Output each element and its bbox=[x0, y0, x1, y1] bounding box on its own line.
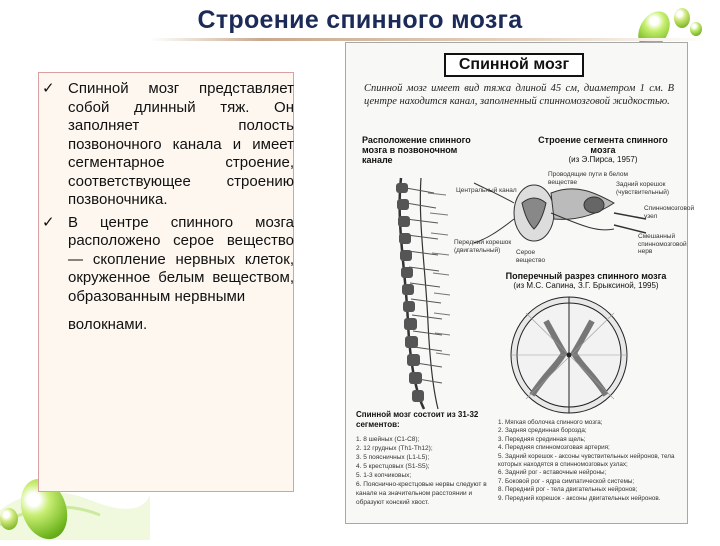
label-gray-matter: Серое вещество bbox=[516, 249, 546, 264]
segment-source: (из Э.Пирса, 1957) bbox=[568, 155, 638, 164]
label-dorsal-root: Задний корешок (чувствительный) bbox=[616, 181, 670, 196]
label-ganglion: Спинномозговой узел bbox=[644, 205, 695, 220]
list-item: 6. Задний рог - вставочные нейроны; bbox=[498, 469, 607, 477]
bullet-text: Спинной мозг представляет собой длинный тяж. Он заполняет полость позвоночного канала и имеет сегментарное строение, соответствующее строению позвоночника. bbox=[68, 80, 294, 208]
label-tracts: Проводящие пути в белом веществе bbox=[548, 171, 628, 186]
list-item: 6. Пояснично-крестцовые нервы следуют в канале на значительном расстоянии и образуют конский хвост. bbox=[356, 481, 487, 506]
segments-note: Спинной мозг состоит из 31-32 сегментов: bbox=[356, 410, 479, 429]
bullet-list bbox=[38, 80, 300, 339]
cross-section-heading: Поперечный разрез спинного мозга (из М.С. Сапина, З.Г. Брыксиной, 1995) bbox=[491, 271, 681, 291]
bullet-item bbox=[38, 214, 300, 335]
scan-title: Спинной мозг bbox=[444, 53, 584, 77]
checkmark-icon: ✓ bbox=[42, 213, 55, 231]
segment-heading: Строение сегмента спинного мозга (из Э.Пирса, 1957) bbox=[538, 135, 668, 164]
list-item: 5. 1-3 копчиковых; bbox=[356, 472, 412, 479]
green-drop-icon bbox=[0, 508, 18, 530]
list-item: 4. 5 крестцовых (S1-S5); bbox=[356, 463, 430, 470]
list-item: 1. 8 шейных (C1-C8); bbox=[356, 436, 420, 443]
label-canal: Центральный канал bbox=[456, 187, 517, 194]
label-ventral-root: Передний корешок (двигательный) bbox=[454, 239, 512, 254]
list-item: 9. Передний корешок - аксоны двигательных нейронов. bbox=[498, 494, 661, 502]
segments-list bbox=[356, 435, 494, 507]
legend-list bbox=[498, 419, 684, 503]
checkmark-icon: ✓ bbox=[42, 80, 55, 97]
list-item: 2. Задняя срединная борозда; bbox=[498, 427, 587, 435]
list-item: 3. Передняя срединная щель; bbox=[498, 435, 586, 443]
slide-title: Строение спинного мозга bbox=[197, 6, 523, 34]
location-heading: Расположение спинного мозга в позвоночном канале bbox=[362, 135, 471, 165]
list-item: 4. Передняя спинномозговая артерия; bbox=[498, 444, 610, 452]
bullet-text: В центре спинного мозга расположено серое вещество — скопление нервных клеток, окруженное белым веществом, образованным нервными bbox=[68, 213, 294, 305]
scan-intro: Спинной мозг имеет вид тяжа длиной 45 см, диаметром 1 см. В центре находится канал, заполненный спинномозговой жидкостью. bbox=[364, 83, 674, 107]
list-item: 1. Мягкая оболочка спинного мозга; bbox=[498, 419, 603, 426]
list-item: 7. Боковой рог - ядра симпатической системы; bbox=[498, 477, 635, 485]
list-item: 5. Задний корешок - аксоны чувствительных нейронов, тела которых находятся в спинномозговых узлах; bbox=[498, 452, 675, 469]
textbook-scan bbox=[345, 42, 695, 524]
title-underline bbox=[150, 38, 710, 41]
bullet-last-line: волокнами. bbox=[68, 316, 148, 333]
list-item: 8. Передний рог - тела двигательных нейронов; bbox=[498, 486, 638, 494]
cross-section-source: (из М.С. Сапина, З.Г. Брыксиной, 1995) bbox=[513, 281, 659, 290]
label-mixed-nerve: Смешанный спинномозговой нерв bbox=[638, 233, 687, 255]
list-item: 2. 12 грудных (Th1-Th12); bbox=[356, 445, 433, 452]
bullet-item bbox=[38, 80, 300, 210]
list-item: 3. 5 поясничных (L1-L5); bbox=[356, 454, 430, 461]
